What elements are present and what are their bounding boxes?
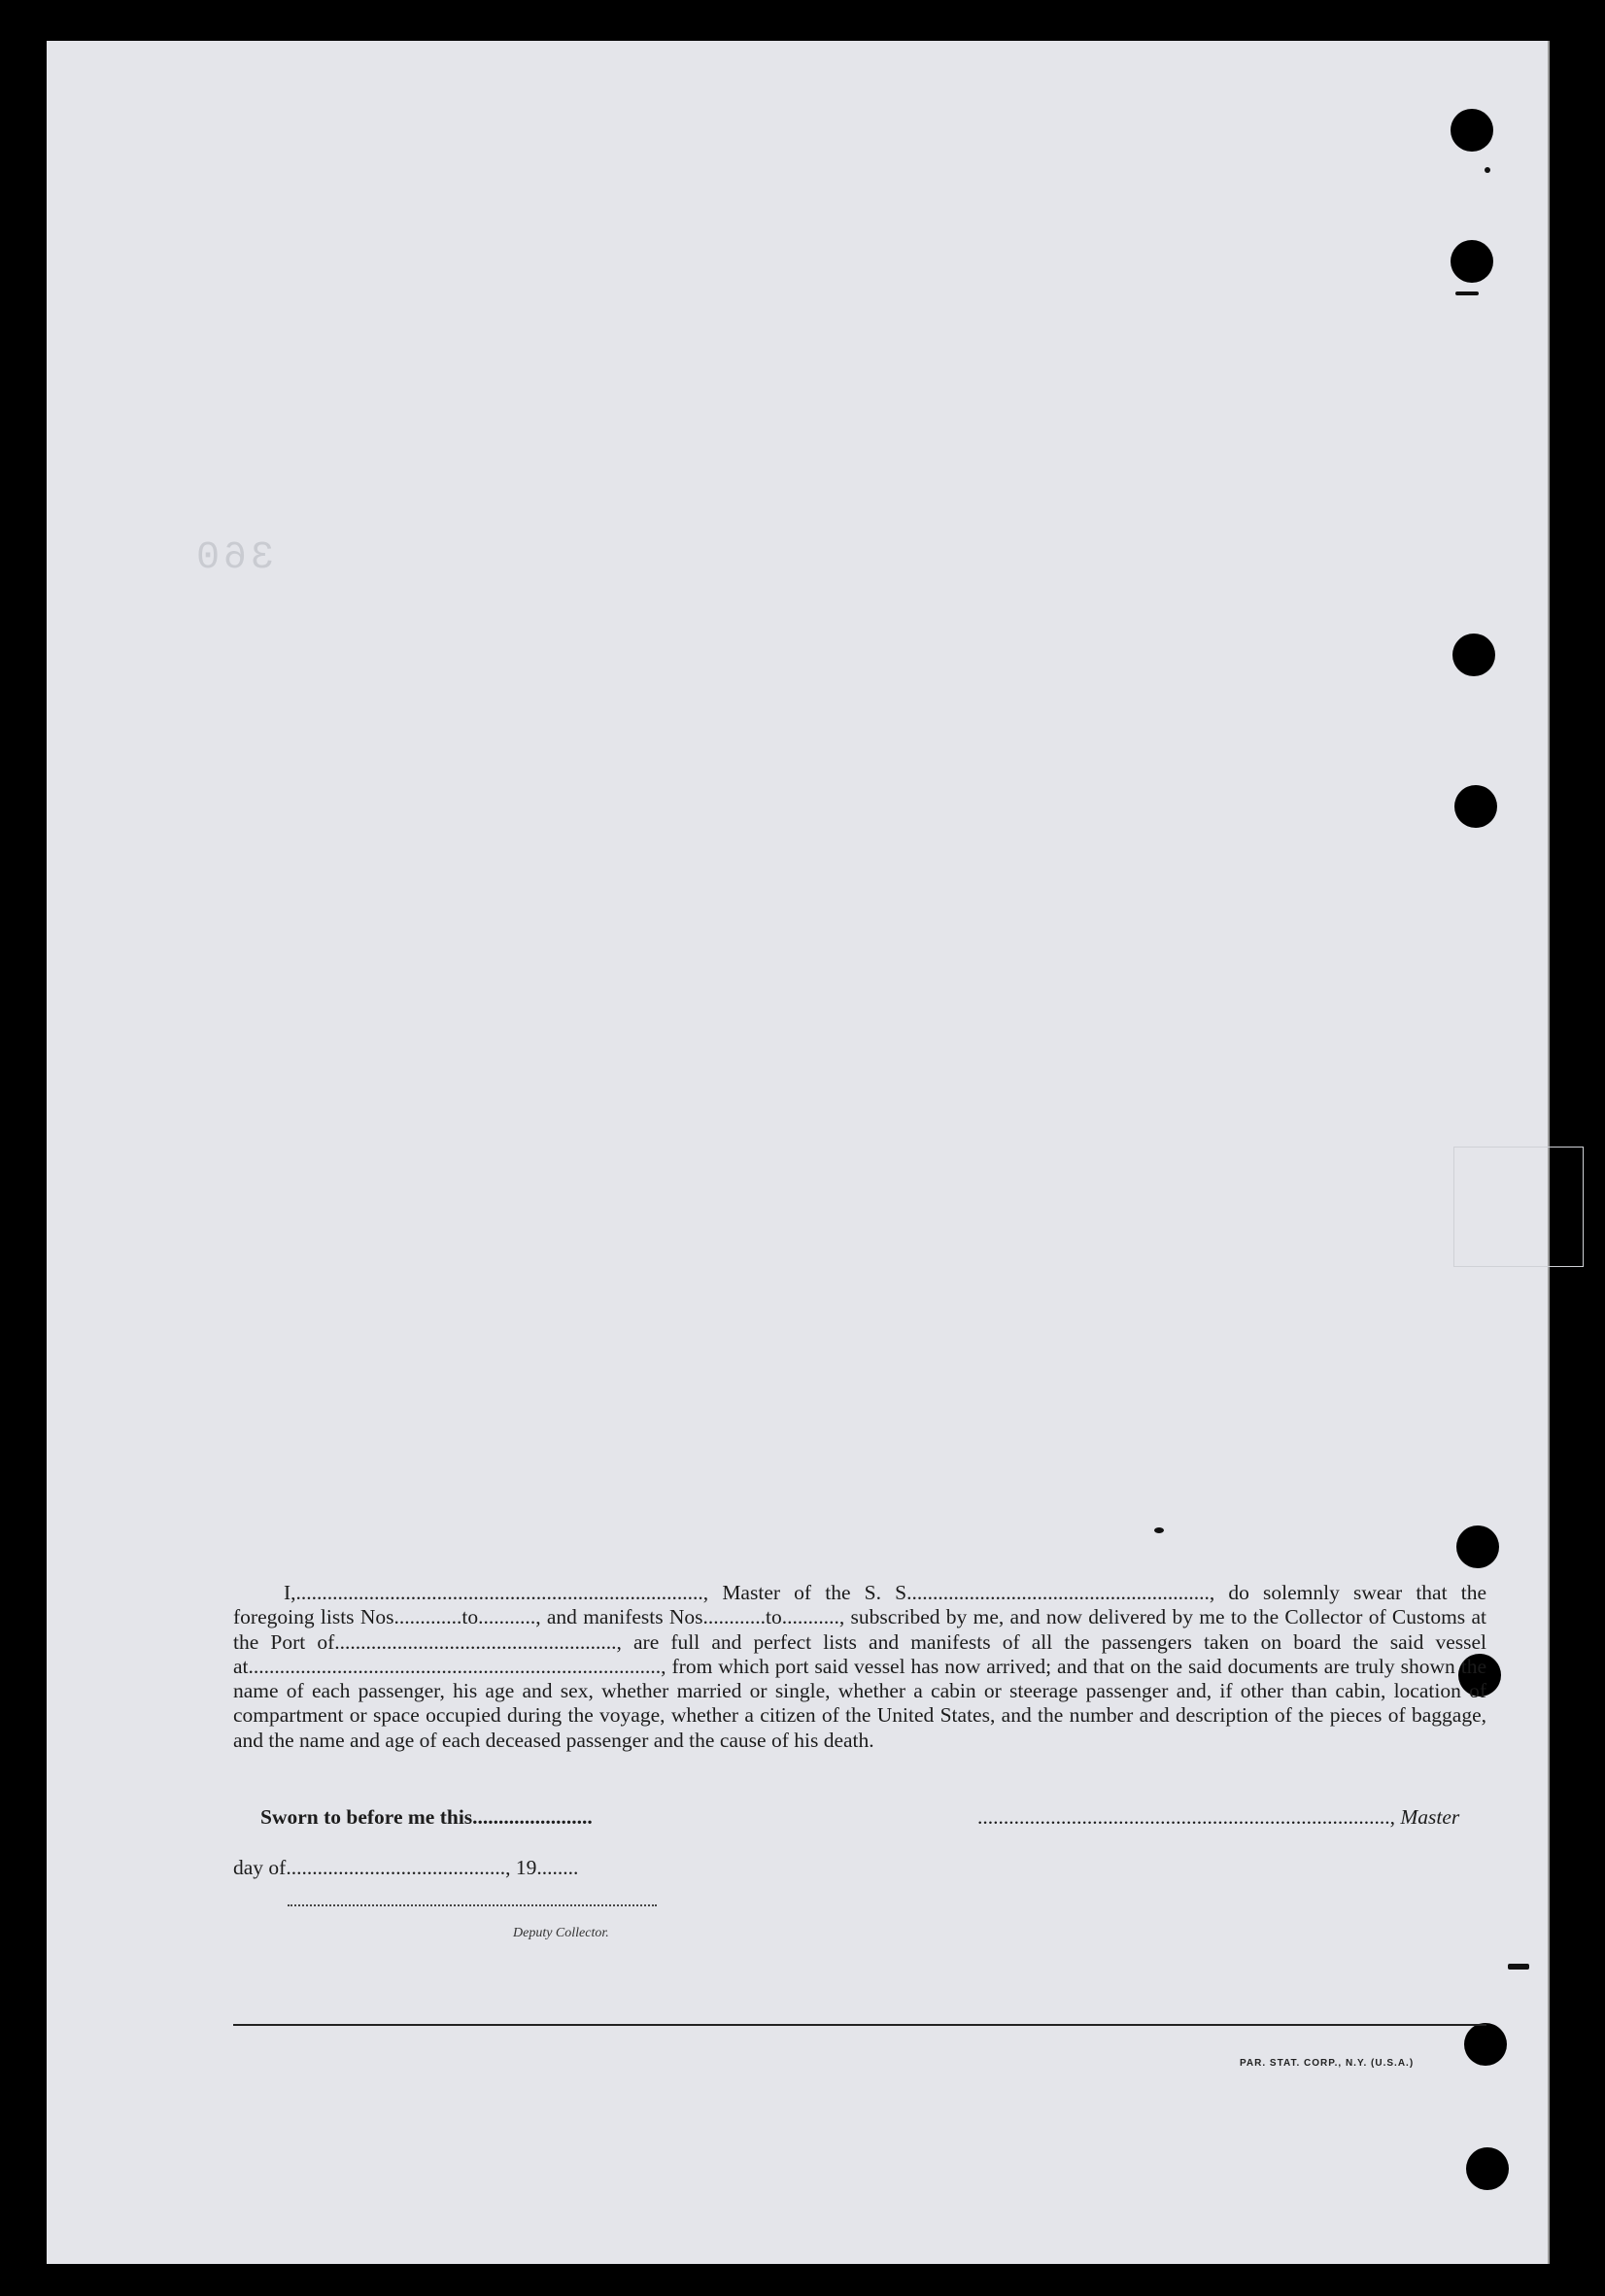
sworn-line: [260, 1805, 593, 1830]
binder-hole: [1452, 634, 1495, 676]
date-line: day of.........................................., 19........: [233, 1856, 579, 1879]
oath-text: I,.............................................................................., Master of the S. S.........................................................., do solemnly swear that the foregoing lists Nos.............to..........., and manifests Nos............to..........., subscribed by me, and now delivered by me to the Collector of Customs at the Port of......................................................, are full and perfect lists and manifests of all the passengers taken on board the said vessel at..............................................................................., from which port said vessel has now arrived; and that on the said documents are truly shown the name of each passenger, his age and sex, whether married or single, whether a cabin or steerage passenger and, if other than cabin, location of compartment or space occupied during the voyage, whether a citizen of the United States, and the number and description of the pieces of baggage, and the name and age of each deceased passenger and the cause of his death.: [233, 1581, 1486, 1752]
binder-hole: [1464, 2023, 1507, 2066]
printer-mark: PAR. STAT. CORP., N.Y. (U.S.A.): [1240, 2058, 1415, 2069]
speck: [1455, 291, 1479, 295]
binder-hole: [1454, 785, 1497, 828]
sworn-text: Sworn to before me this.......................: [260, 1805, 593, 1829]
master-label: Master: [1400, 1805, 1460, 1829]
master-signature-dots: ...............................................................................,: [977, 1805, 1401, 1829]
document-page: [47, 41, 1550, 2264]
bottom-rule: [233, 2024, 1486, 2026]
faint-stamp-box: [1453, 1147, 1584, 1267]
binder-hole: [1466, 2147, 1509, 2190]
speck: [1485, 167, 1490, 173]
deputy-signature-line: [288, 1904, 657, 1906]
speck: [1508, 1964, 1529, 1970]
oath-paragraph: [233, 1581, 1486, 1753]
faded-page-number: 360: [192, 536, 275, 580]
binder-hole: [1456, 1525, 1499, 1568]
binder-hole: [1451, 109, 1493, 152]
master-signature-line: [977, 1805, 1459, 1830]
speck: [1154, 1527, 1164, 1533]
binder-hole: [1451, 240, 1493, 283]
deputy-collector-label: Deputy Collector.: [513, 1926, 609, 1940]
